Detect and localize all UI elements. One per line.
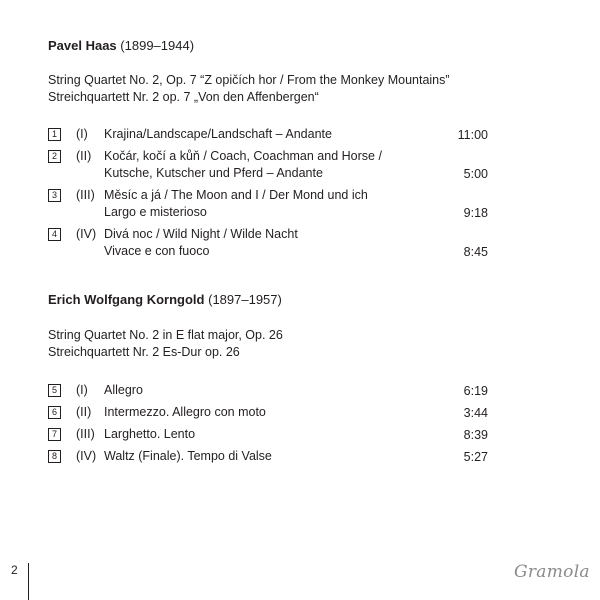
track-movement: (III) [76, 188, 95, 202]
track-movement: (I) [76, 383, 88, 397]
track-number: 7 [48, 428, 61, 441]
track-title [104, 226, 298, 259]
track-duration: 8:45 [463, 244, 488, 259]
track-title [104, 187, 368, 220]
composer-name: Erich Wolfgang Korngold [48, 292, 205, 307]
track-title-line: Allegro [104, 383, 143, 397]
gramola-logo: Gramola [514, 562, 590, 582]
track-duration: 9:18 [463, 205, 488, 220]
track-movement: (II) [76, 149, 92, 163]
track-duration: 3:44 [463, 405, 488, 420]
work-title-line: Streichquartett Nr. 2 Es-Dur op. 26 [48, 344, 240, 359]
footer-divider [28, 563, 29, 600]
track-row [48, 426, 488, 443]
track-duration: 8:39 [463, 427, 488, 442]
track-row [48, 226, 488, 260]
composer-heading-haas [48, 38, 194, 53]
work-title-haas [48, 72, 450, 105]
track-title-line: Waltz (Finale). Tempo di Valse [104, 449, 272, 463]
track-title [104, 148, 382, 181]
track-duration: 5:00 [463, 166, 488, 181]
track-number: 6 [48, 406, 61, 419]
track-title [104, 404, 266, 421]
page-number: 2 [11, 563, 18, 577]
track-title [104, 126, 332, 143]
composer-name: Pavel Haas [48, 38, 117, 53]
track-row [48, 404, 488, 421]
track-movement: (III) [76, 427, 95, 441]
track-number: 4 [48, 228, 61, 241]
track-title-line: Kutsche, Kutscher und Pferd – Andante [104, 165, 323, 180]
track-title-line: Krajina/Landscape/Landschaft – Andante [104, 127, 332, 141]
track-row [48, 382, 488, 399]
track-number: 5 [48, 384, 61, 397]
track-title [104, 426, 195, 443]
track-title-line: Kočár, kočí a kůň / Coach, Coachman and Horse / [104, 149, 382, 163]
track-number: 2 [48, 150, 61, 163]
composer-dates: (1899–1944) [120, 38, 195, 53]
track-duration: 6:19 [463, 383, 488, 398]
track-title-line: Intermezzo. Allegro con moto [104, 405, 266, 419]
track-movement: (IV) [76, 449, 97, 463]
track-title [104, 448, 272, 465]
track-duration: 11:00 [457, 127, 488, 142]
track-movement: (IV) [76, 227, 97, 241]
track-duration: 5:27 [463, 449, 488, 464]
track-number: 3 [48, 189, 61, 202]
track-row [48, 148, 488, 182]
track-movement: (I) [76, 127, 88, 141]
work-title-line: String Quartet No. 2 in E flat major, Op. 26 [48, 328, 283, 342]
track-title-line: Divá noc / Wild Night / Wilde Nacht [104, 227, 298, 241]
track-title-line: Largo e misterioso [104, 204, 207, 219]
track-title-line: Měsíc a já / The Moon and I / Der Mond und ich [104, 188, 368, 202]
work-title-line: String Quartet No. 2, Op. 7 “Z opičích hor / From the Monkey Mountains” [48, 73, 450, 87]
track-title-line: Larghetto. Lento [104, 427, 196, 441]
composer-heading-korngold [48, 292, 282, 307]
composer-dates: (1897–1957) [208, 292, 282, 307]
track-row [48, 187, 488, 221]
track-number: 1 [48, 128, 61, 141]
track-number: 8 [48, 450, 61, 463]
track-movement: (II) [76, 405, 92, 419]
track-title [104, 382, 143, 399]
track-row [48, 448, 488, 465]
work-title-line: Streichquartett Nr. 2 op. 7 „Von den Affenbergen“ [48, 89, 319, 104]
track-title-line: Vivace e con fuoco [104, 243, 210, 258]
track-row [48, 126, 488, 143]
work-title-korngold [48, 327, 283, 360]
